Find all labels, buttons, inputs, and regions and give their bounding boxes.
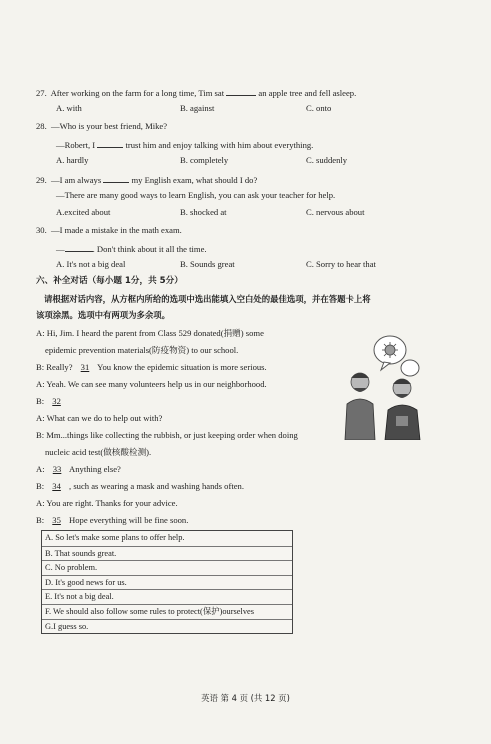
q27-option-c: C. onto xyxy=(306,103,332,113)
q30-option-b: B. Sounds great xyxy=(180,259,235,269)
dialogue-line-1: A: Hi, Jim. I heard the parent from Class 529 donated(捐赠) some xyxy=(36,328,264,338)
dialogue-line-9: A: 33 Anything else? xyxy=(36,464,121,474)
dialogue-line-8: nucleic acid test(做核酸检测). xyxy=(45,447,152,457)
left-man-figure xyxy=(345,373,375,440)
choice-g: G.I guess so. xyxy=(42,619,292,634)
q29-blank xyxy=(103,173,129,183)
section6-instruction-2: 该项涂黑。选项中有两项为多余项。 xyxy=(36,310,170,320)
q27-option-a: A. with xyxy=(56,103,82,113)
q27-stem: 27. After working on the farm for a long time, Tim sat an apple tree and fell asleep. xyxy=(36,88,357,98)
choices-box xyxy=(41,530,293,634)
right-man-figure xyxy=(385,379,420,440)
q29-line2: —There are many good ways to learn English, you can ask your teacher for help. xyxy=(56,190,336,200)
blank-33: 33 xyxy=(52,464,62,474)
dialogue-line-11: A: You are right. Thanks for your advice. xyxy=(36,498,178,508)
q28-blank xyxy=(97,138,123,148)
q30-line1: 30. —I made a mistake in the math exam. xyxy=(36,225,182,235)
q30-blank xyxy=(65,242,93,252)
choice-a: A. So let's make some plans to offer help. xyxy=(45,533,185,542)
page-footer: 英语 第 4 页 (共 12 页) xyxy=(201,693,290,703)
q30-option-a: A. It's not a big deal xyxy=(56,259,126,269)
blank-31: 31 xyxy=(80,362,90,372)
q27-number: 27. xyxy=(36,88,47,98)
choice-b: B. That sounds great. xyxy=(42,546,292,561)
q27-blank xyxy=(226,86,256,96)
q27-option-b: B. against xyxy=(180,103,215,113)
dialogue-line-12: B: 35 Hope everything will be fine soon. xyxy=(36,515,189,525)
dialogue-line-4: A: Yeah. We can see many volunteers help us in our neighborhood. xyxy=(36,379,267,389)
q28-option-a: A. hardly xyxy=(56,155,89,165)
section6-instruction-1: 请根据对话内容，从方框内所给的选项中选出能填入空白处的最佳选项，并在答题卡上将 xyxy=(44,294,371,304)
choice-e: E. It's not a big deal. xyxy=(42,589,292,604)
q29-option-c: C. nervous about xyxy=(306,207,365,217)
choice-d: D. It's good news for us. xyxy=(42,575,292,590)
blank-32: 32 xyxy=(52,396,61,406)
blank-34: 34 xyxy=(52,481,61,491)
small-speech-bubble-icon xyxy=(401,360,419,376)
dialogue-line-2: epidemic prevention materials(防疫物资) to our school. xyxy=(45,345,239,355)
dialogue-line-7: B: Mm...things like collecting the rubbish, or just keeping order when doing xyxy=(36,430,298,440)
q30-line2: — . Don't think about it all the time. xyxy=(56,244,207,254)
dialogue-line-5: B: 32 xyxy=(36,396,67,407)
q30-option-c: C. Sorry to hear that xyxy=(306,259,376,269)
q28-line1: 28. —Who is your best friend, Mike? xyxy=(36,121,168,131)
section6-title: 六、补全对话（每小题 1分，共 5分） xyxy=(36,276,183,286)
dialogue-line-3: B: Really? 31 You know the epidemic situation is more serious. xyxy=(36,362,267,372)
q29-option-a: A.excited about xyxy=(56,207,111,217)
two-people-illustration xyxy=(340,330,425,440)
dialogue-line-6: A: What can we do to help out with? xyxy=(36,413,163,423)
q29-line1: 29. —I am always my English exam, what should I do? xyxy=(36,175,258,185)
q28-option-b: B. completely xyxy=(180,155,229,165)
q28-option-c: C. suddenly xyxy=(306,155,348,165)
q29-option-b: B. shocked at xyxy=(180,207,227,217)
q28-line2: —Robert, I trust him and enjoy talking with him about everything. xyxy=(56,140,314,150)
choice-c: C. No problem. xyxy=(42,560,292,575)
blank-35: 35 xyxy=(52,515,61,525)
dialogue-line-10: B: 34 , such as wearing a mask and washing hands often. xyxy=(36,481,244,491)
choice-f: F. We should also follow some rules to protect(保护)ourselves xyxy=(42,604,292,619)
